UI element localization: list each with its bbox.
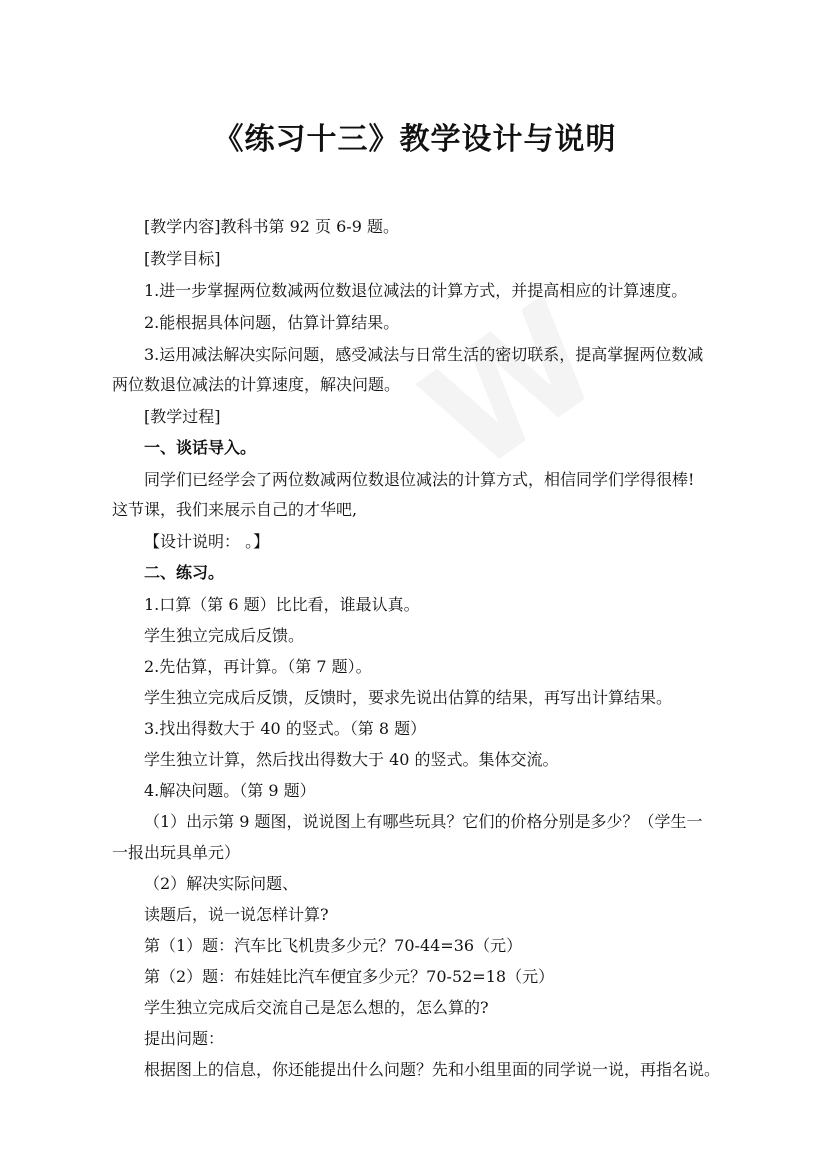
paragraph: （2）解决实际问题、 <box>144 874 299 893</box>
paragraph: 第（2）题：布娃娃比汽车便宜多少元？70-52=18（元） <box>144 967 555 986</box>
paragraph: 3.运用减法解决实际问题，感受减法与日常生活的密切联系，提高掌握两位数减 <box>144 345 704 364</box>
paragraph: 提出问题： <box>144 1029 225 1048</box>
paragraph: 学生独立完成后反馈，反馈时，要求先说出估算的结果，再写出计算结果。 <box>144 688 673 707</box>
paragraph: 2.先估算，再计算。（第 7 题）。 <box>144 657 372 676</box>
paragraph: 【设计说明： 。】 <box>144 532 270 551</box>
paragraph: [教学过程] <box>144 407 221 426</box>
paragraph: 这节课，我们来展示自己的才华吧, <box>112 500 358 519</box>
paragraph: 一报出玩具单元） <box>112 843 241 862</box>
paragraph: [教学目标] <box>144 249 221 268</box>
paragraph: 同学们已经学会了两位数减两位数退位减法的计算方式，相信同学们学得很棒! <box>144 470 695 489</box>
section-heading: 一、谈话导入。 <box>144 438 257 457</box>
paragraph: 两位数退位减法的计算速度，解决问题。 <box>112 375 401 394</box>
paragraph: （1）出示第 9 题图，说说图上有哪些玩具？它们的价格分别是多少？（学生一 <box>144 812 703 831</box>
paragraph: 1.进一步掌握两位数减两位数退位减法的计算方式，并提高相应的计算速度。 <box>144 281 688 300</box>
paragraph: 根据图上的信息，你还能提出什么问题？先和小组里面的同学说一说，再指名说。 <box>144 1060 721 1079</box>
paragraph: 1.口算（第 6 题）比比看，谁最认真。 <box>144 595 420 614</box>
paragraph: 4.解决问题。（第 9 题） <box>144 781 316 800</box>
paragraph: [教学内容]教科书第 92 页 6-9 题。 <box>144 217 399 236</box>
paragraph: 学生独立完成后交流自己是怎么想的，怎么算的? <box>144 998 489 1017</box>
paragraph: 读题后，说一说怎样计算? <box>144 905 329 924</box>
page-title: 《练习十三》教学设计与说明 <box>213 122 617 157</box>
paragraph: 2.能根据具体问题，估算计算结果。 <box>144 313 400 332</box>
paragraph: 3.找出得数大于 40 的竖式。（第 8 题） <box>144 719 427 738</box>
paragraph: 学生独立完成后反馈。 <box>144 626 305 645</box>
paragraph: 第（1）题：汽车比飞机贵多少元？70-44=36（元） <box>144 936 523 955</box>
paragraph: 学生独立计算，然后找出得数大于 40 的竖式。集体交流。 <box>144 750 559 769</box>
section-heading: 二、练习。 <box>144 563 225 582</box>
